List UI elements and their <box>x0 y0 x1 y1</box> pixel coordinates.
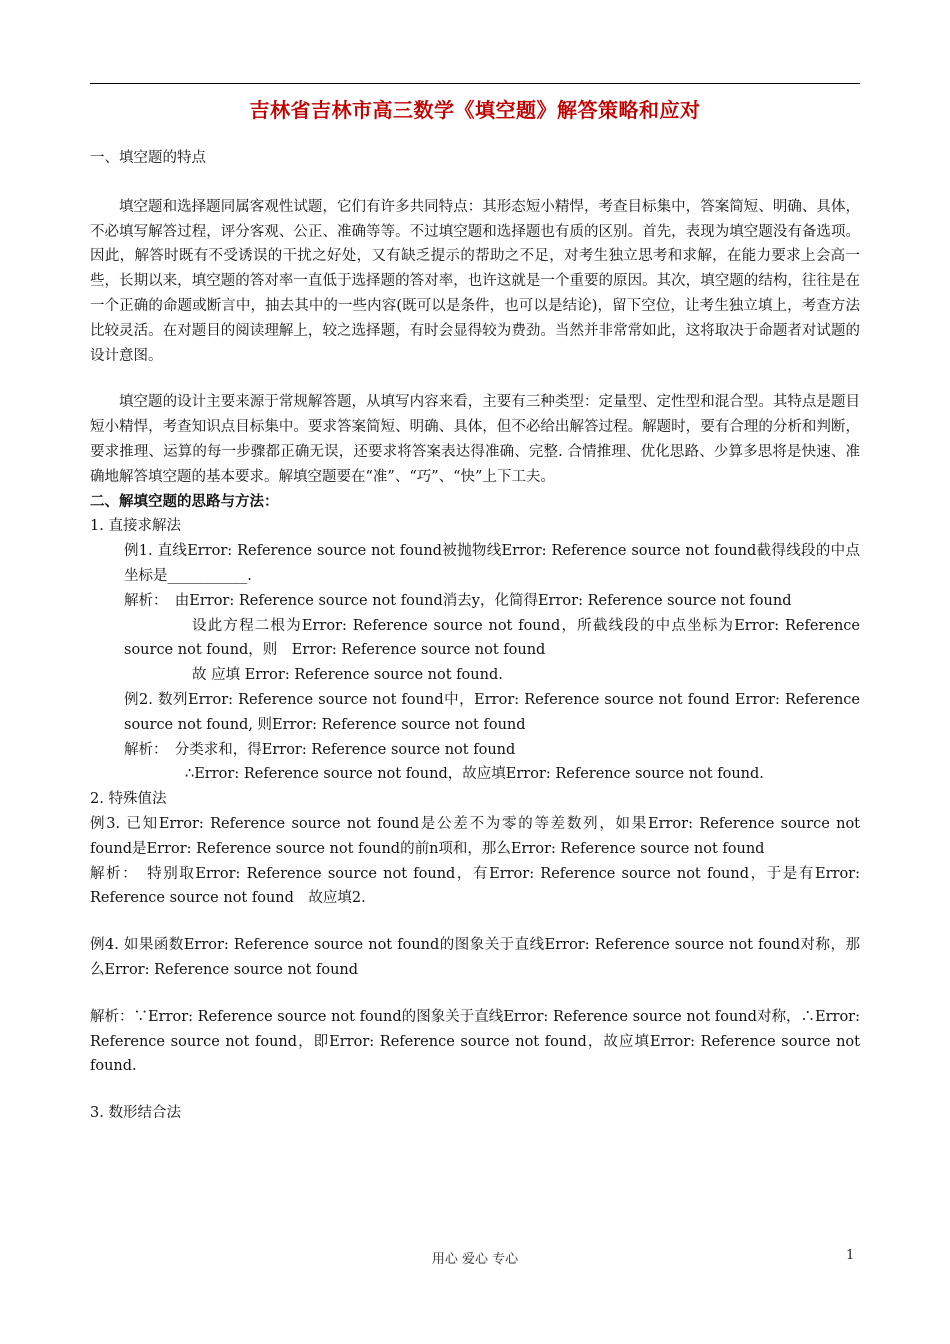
example3-solution: 解析： 特别取Error: Reference source not found，有Error: Reference source not found，于是有Error: Reference source not found 故应填2. <box>90 865 860 907</box>
page-number: 1 <box>846 1248 855 1263</box>
method3-heading: 3. 数形结合法 <box>90 1105 181 1122</box>
document-body <box>90 146 860 1126</box>
example4-question: 例4. 如果函数Error: Reference source not found的图象关于直线Error: Reference source not found对称，那么Error: Reference source not found <box>90 937 860 978</box>
example1-solution-1: 解析： 由Error: Reference source not found消去y，化简得Error: Reference source not found <box>124 592 792 609</box>
section1-paragraph-1: 填空题和选择题同属客观性试题，它们有许多共同特点：其形态短小精悍，考查目标集中，答案简短、明确、具体，不必填写解答过程，评分客观、公正、准确等等。不过填空题和选择题也有质的区别。首先，表现为填空题没有备选项。因此，解答时既有不受诱误的干扰之好处，又有缺乏提示的帮助之不足，对考生独立思考和求解，在能力要求上会高一些，长期以来，填空题的答对率一直低于选择题的答对率，也许这就是一个重要的原因。其次，填空题的结构，往往是在一个正确的命题或断言中，抽去其中的一些内容(既可以是条件，也可以是结论)，留下空位，让考生独立填上，考查方法比较灵活。在对题目的阅读理解上，较之选择题，有时会显得较为费劲。当然并非常常如此，这将取决于命题者对试题的设计意图。 <box>90 198 860 364</box>
example1-question: 例1. 直线Error: Reference source not found被抛物线Error: Reference source not found截得线段的中点坐标是___________. <box>124 543 860 584</box>
document-title: 吉林省吉林市高三数学《填空题》解答策略和应对 <box>249 98 701 122</box>
method1-heading: 1. 直接求解法 <box>90 518 181 535</box>
example3-question: 例3. 已知Error: Reference source not found是公差不为零的等差数列，如果Error: Reference source not found是Error: Reference source not found的前n项和，那么Error: Reference source not found <box>90 815 860 857</box>
section1-paragraph-2: 填空题的设计主要来源于常规解答题，从填写内容来看，主要有三种类型：定量型、定性型和混合型。其特点是题目短小精悍，考查知识点目标集中。要求答案简短、明确、具体，但不必给出解答过程。解题时，要有合理的分析和判断，要求推理、运算的每一步骤都正确无误，还要求将答案表达得准确、完整. 合情推理、优化思路、少算多思将是快速、准确地解答填空题的基本要求。解填空题要在“准”、“巧”、“快”上下工夫。 <box>90 394 860 485</box>
page-footer: 用心 爱心 专心 <box>431 1252 519 1267</box>
example2-solution-2: ∴Error: Reference source not found，故应填Error: Reference source not found. <box>185 766 764 783</box>
example4-solution: 解析：∵Error: Reference source not found的图象关于直线Error: Reference source not found对称，∴Error: Reference source not found，即Error: Reference source not found，故应填Error: Reference source not found. <box>90 1008 860 1075</box>
example2-solution-1: 解析： 分类求和，得Error: Reference source not found <box>124 741 516 758</box>
section1-heading: 一、填空题的特点 <box>90 150 206 166</box>
method2-heading: 2. 特殊值法 <box>90 791 167 808</box>
example2-question: 例2. 数列Error: Reference source not found中，Error: Reference source not found Error: Reference source not found, 则Error: Reference source not found <box>124 691 860 733</box>
example1-solution-2: 设此方程二根为Error: Reference source not found，所截线段的中点坐标为Error: Reference source not found，则 Error: Reference source not found <box>124 617 860 659</box>
example1-solution-3: 故 应填 Error: Reference source not found. <box>192 667 503 684</box>
section2-heading: 二、解填空题的思路与方法： <box>90 492 279 510</box>
header-rule <box>90 83 860 84</box>
